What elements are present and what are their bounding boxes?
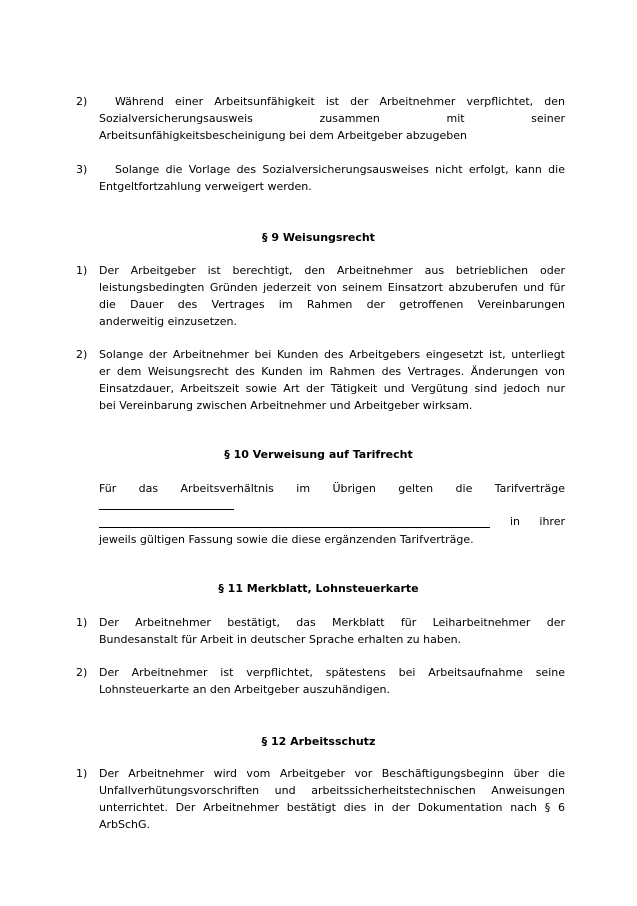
clause-number: 1) bbox=[76, 767, 88, 780]
text-line: Der Arbeitnehmer bestätigt, das Merkblatt für Leiharbeitnehmer der bbox=[99, 616, 565, 629]
text-line: ArbSchG. bbox=[99, 818, 151, 831]
text-line: leistungsbedingten Gründen jederzeit von seinem Einsatzort abzuberufen und für bbox=[99, 281, 565, 294]
text-line: Arbeitsunfähigkeitsbescheinigung bei dem Arbeitgeber abzugeben bbox=[99, 129, 467, 142]
clause-number: 2) bbox=[76, 95, 88, 108]
blank-line[interactable] bbox=[99, 509, 234, 510]
clause-text bbox=[99, 765, 565, 833]
clause-number: 3) bbox=[76, 163, 88, 176]
clause-text bbox=[99, 93, 565, 144]
clause-text bbox=[99, 614, 565, 648]
text-fragment: in ihrer bbox=[510, 515, 565, 528]
text-line: Der Arbeitnehmer wird vom Arbeitgeber vor Beschäftigungsbeginn über die bbox=[99, 767, 565, 780]
text-line: jeweils gültigen Fassung sowie die diese ergänzenden Tarifverträge. bbox=[99, 533, 474, 546]
section-heading-10: § 10 Verweisung auf Tarifrecht bbox=[224, 448, 413, 461]
text-line: Einsatzdauer, Arbeitszeit sowie Art der Tätigkeit und Vergütung sind jedoch nur bbox=[99, 382, 565, 395]
text-line: Während einer Arbeitsunfähigkeit ist der Arbeitnehmer verpflichtet, den bbox=[115, 95, 565, 108]
text-line: Für das Arbeitsverhältnis im Übrigen gelten die Tarifverträge bbox=[99, 482, 565, 495]
clause-number: 2) bbox=[76, 666, 88, 679]
section-heading-9: § 9 Weisungsrecht bbox=[262, 231, 375, 244]
text-line: Lohnsteuerkarte an den Arbeitgeber auszuhändigen. bbox=[99, 683, 390, 696]
text-line: Entgeltfortzahlung verweigert werden. bbox=[99, 180, 312, 193]
blank-line[interactable] bbox=[99, 527, 490, 528]
clause-text bbox=[99, 664, 565, 698]
clause-number: 1) bbox=[76, 264, 88, 277]
clause-text bbox=[99, 262, 565, 330]
section-heading-12: § 12 Arbeitsschutz bbox=[261, 735, 376, 748]
text-line: er dem Weisungsrecht des Kunden im Rahmen des Vertrages. Änderungen von bbox=[99, 365, 565, 378]
text-line: Sozialversicherungsausweis zusammen mit seiner bbox=[99, 112, 565, 125]
text-line: die Dauer des Vertrages im Rahmen der getroffenen Vereinbarungen bbox=[99, 298, 565, 311]
text-line: Solange die Vorlage des Sozialversicherungsausweises nicht erfolgt, kann die bbox=[115, 163, 565, 176]
text-line: Der Arbeitgeber ist berechtigt, den Arbeitnehmer aus betrieblichen oder bbox=[99, 264, 565, 277]
clause-number: 2) bbox=[76, 348, 88, 361]
clause-text bbox=[99, 346, 565, 414]
clause-number: 1) bbox=[76, 616, 88, 629]
text-line: Solange der Arbeitnehmer bei Kunden des Arbeitgebers eingesetzt ist, unterliegt bbox=[99, 348, 565, 361]
text-line: anderweitig einzusetzen. bbox=[99, 315, 238, 328]
text-line: bei Vereinbarung zwischen Arbeitnehmer und Arbeitgeber wirksam. bbox=[99, 399, 473, 412]
tariff-text bbox=[99, 480, 565, 497]
tariff-text-end bbox=[99, 531, 565, 548]
text-line: Der Arbeitnehmer ist verpflichtet, spätestens bei Arbeitsaufnahme seine bbox=[99, 666, 565, 679]
text-line: unterrichtet. Der Arbeitnehmer bestätigt dies in der Dokumentation nach § 6 bbox=[99, 801, 565, 814]
section-heading-11: § 11 Merkblatt, Lohnsteuerkarte bbox=[218, 582, 419, 595]
text-line: Unfallverhütungsvorschriften und arbeitssicherheitstechnischen Anweisungen bbox=[99, 784, 565, 797]
text-line: Bundesanstalt für Arbeit in deutscher Sprache erhalten zu haben. bbox=[99, 633, 462, 646]
clause-text bbox=[99, 161, 565, 195]
